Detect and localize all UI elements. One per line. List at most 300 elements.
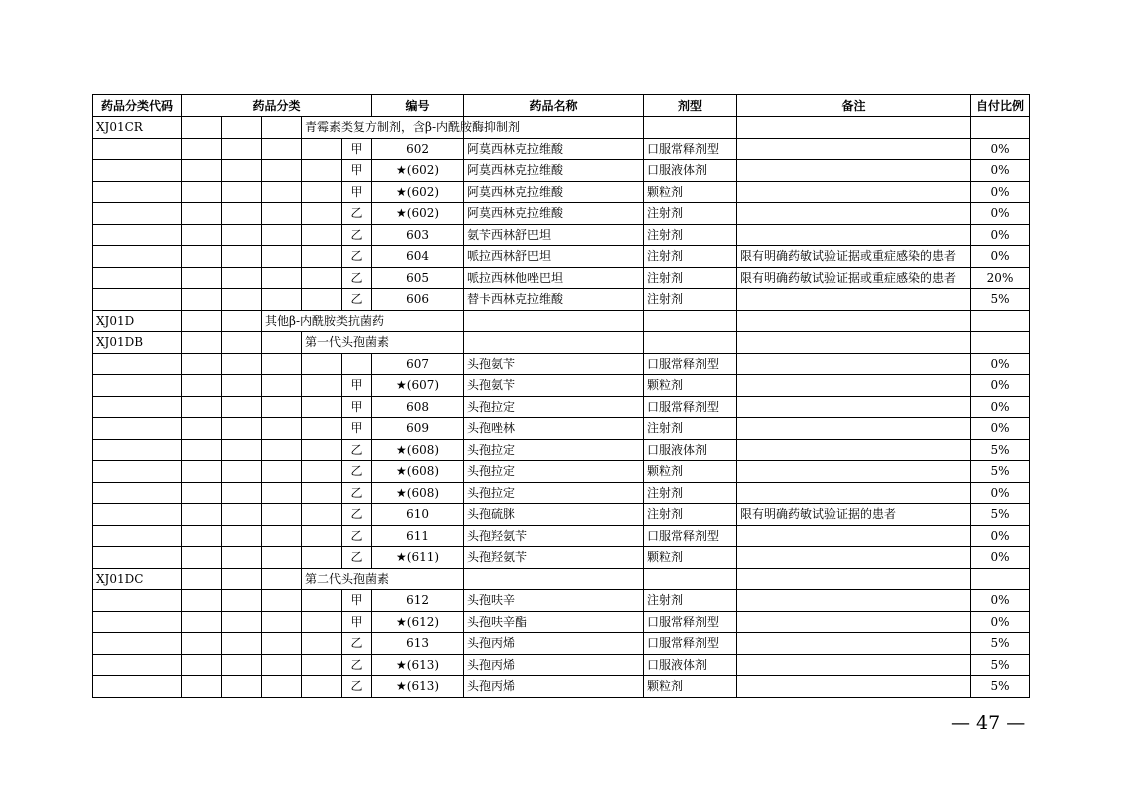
category-row bbox=[93, 568, 1030, 590]
category-cell bbox=[182, 482, 222, 504]
category-cell bbox=[262, 160, 302, 182]
form-cell: 注射剂 bbox=[644, 203, 737, 225]
row-code bbox=[93, 289, 182, 311]
category-cell bbox=[222, 654, 262, 676]
grade-cell: 甲 bbox=[342, 160, 372, 182]
category-cell bbox=[262, 504, 302, 526]
category-cell bbox=[302, 439, 342, 461]
category-cell bbox=[182, 633, 222, 655]
note-cell bbox=[737, 676, 971, 698]
category-label: 其他β-内酰胺类抗菌药 bbox=[262, 310, 464, 332]
row-code bbox=[93, 181, 182, 203]
category-cell bbox=[302, 525, 342, 547]
ratio-cell: 0% bbox=[971, 160, 1030, 182]
number-cell: 602 bbox=[372, 138, 464, 160]
form-cell: 注射剂 bbox=[644, 267, 737, 289]
number-cell: 610 bbox=[372, 504, 464, 526]
category-cell bbox=[262, 611, 302, 633]
category-cell bbox=[262, 439, 302, 461]
category-row bbox=[93, 332, 1030, 354]
category-cell bbox=[262, 353, 302, 375]
category-cell bbox=[182, 160, 222, 182]
category-cell bbox=[182, 568, 222, 590]
category-cell bbox=[262, 375, 302, 397]
row-code bbox=[93, 396, 182, 418]
category-cell bbox=[182, 504, 222, 526]
category-cell bbox=[222, 633, 262, 655]
grade-cell: 乙 bbox=[342, 504, 372, 526]
row-code bbox=[93, 633, 182, 655]
form-cell: 注射剂 bbox=[644, 289, 737, 311]
row-code bbox=[93, 375, 182, 397]
row-code bbox=[93, 246, 182, 268]
form-cell: 口服液体剂 bbox=[644, 654, 737, 676]
grade-cell: 乙 bbox=[342, 654, 372, 676]
table-row bbox=[93, 138, 1030, 160]
form-cell: 口服常释剂型 bbox=[644, 138, 737, 160]
note-cell bbox=[737, 439, 971, 461]
ratio-cell: 5% bbox=[971, 289, 1030, 311]
grade-cell: 乙 bbox=[342, 633, 372, 655]
number-cell: ★(608) bbox=[372, 482, 464, 504]
category-cell bbox=[302, 396, 342, 418]
category-cell bbox=[222, 418, 262, 440]
category-cell bbox=[262, 633, 302, 655]
grade-cell: 乙 bbox=[342, 547, 372, 569]
row-code bbox=[93, 418, 182, 440]
grade-cell: 乙 bbox=[342, 676, 372, 698]
ratio-cell: 5% bbox=[971, 461, 1030, 483]
name-cell: 哌拉西林他唑巴坦 bbox=[464, 267, 644, 289]
form-cell bbox=[737, 117, 971, 139]
table-row bbox=[93, 267, 1030, 289]
page-number: — 47 — bbox=[951, 712, 1026, 734]
row-code: XJ01DC bbox=[93, 568, 182, 590]
category-cell bbox=[302, 353, 342, 375]
note-cell bbox=[737, 181, 971, 203]
ratio-cell: 5% bbox=[971, 439, 1030, 461]
number-cell: ★(607) bbox=[372, 375, 464, 397]
category-cell bbox=[222, 504, 262, 526]
category-row bbox=[93, 310, 1030, 332]
row-code bbox=[93, 525, 182, 547]
ratio-cell: 20% bbox=[971, 267, 1030, 289]
header-row bbox=[93, 95, 1030, 117]
note-cell bbox=[737, 224, 971, 246]
category-cell bbox=[182, 353, 222, 375]
name-cell: 头孢硫脒 bbox=[464, 504, 644, 526]
name-cell: 头孢呋辛酯 bbox=[464, 611, 644, 633]
note-cell bbox=[971, 117, 1030, 139]
note-cell: 限有明确药敏试验证据的患者 bbox=[737, 504, 971, 526]
category-cell bbox=[302, 246, 342, 268]
form-cell: 口服液体剂 bbox=[644, 160, 737, 182]
number-cell: 603 bbox=[372, 224, 464, 246]
category-cell bbox=[222, 482, 262, 504]
number-cell: ★(602) bbox=[372, 160, 464, 182]
note-cell bbox=[737, 418, 971, 440]
category-cell bbox=[182, 246, 222, 268]
table-row bbox=[93, 203, 1030, 225]
grade-cell: 乙 bbox=[342, 439, 372, 461]
category-cell bbox=[262, 525, 302, 547]
form-cell: 颗粒剂 bbox=[644, 181, 737, 203]
category-cell bbox=[182, 267, 222, 289]
number-cell: ★(611) bbox=[372, 547, 464, 569]
category-cell bbox=[262, 332, 302, 354]
number-cell: 604 bbox=[372, 246, 464, 268]
category-cell bbox=[182, 676, 222, 698]
form-cell: 口服常释剂型 bbox=[644, 633, 737, 655]
row-code bbox=[93, 461, 182, 483]
name-cell bbox=[644, 117, 737, 139]
category-cell bbox=[262, 396, 302, 418]
name-cell: 阿莫西林克拉维酸 bbox=[464, 203, 644, 225]
number-cell bbox=[464, 568, 644, 590]
row-code bbox=[93, 504, 182, 526]
category-cell bbox=[302, 633, 342, 655]
category-cell bbox=[222, 224, 262, 246]
grade-cell: 甲 bbox=[342, 138, 372, 160]
form-cell: 注射剂 bbox=[644, 482, 737, 504]
grade-cell: 甲 bbox=[342, 418, 372, 440]
number-cell: 606 bbox=[372, 289, 464, 311]
header-form: 剂型 bbox=[644, 95, 737, 117]
name-cell: 头孢拉定 bbox=[464, 461, 644, 483]
table-row bbox=[93, 246, 1030, 268]
category-cell bbox=[222, 375, 262, 397]
row-code bbox=[93, 267, 182, 289]
table-row bbox=[93, 547, 1030, 569]
header-category: 药品分类 bbox=[182, 95, 372, 117]
note-cell bbox=[737, 611, 971, 633]
category-cell bbox=[222, 396, 262, 418]
category-cell bbox=[222, 568, 262, 590]
ratio-cell: 5% bbox=[971, 654, 1030, 676]
category-cell bbox=[182, 525, 222, 547]
category-cell bbox=[182, 310, 222, 332]
note-cell bbox=[737, 590, 971, 612]
row-code bbox=[93, 160, 182, 182]
name-cell: 头孢拉定 bbox=[464, 439, 644, 461]
ratio-cell: 0% bbox=[971, 547, 1030, 569]
table-row bbox=[93, 590, 1030, 612]
category-cell bbox=[222, 246, 262, 268]
grade-cell: 甲 bbox=[342, 590, 372, 612]
ratio-cell: 0% bbox=[971, 224, 1030, 246]
note-cell bbox=[971, 568, 1030, 590]
category-cell bbox=[302, 418, 342, 440]
name-cell: 头孢氨苄 bbox=[464, 375, 644, 397]
number-cell: 609 bbox=[372, 418, 464, 440]
category-cell bbox=[182, 590, 222, 612]
grade-cell: 乙 bbox=[342, 289, 372, 311]
category-cell bbox=[222, 117, 262, 139]
table-row bbox=[93, 611, 1030, 633]
number-cell: 611 bbox=[372, 525, 464, 547]
category-cell bbox=[302, 482, 342, 504]
header-code: 药品分类代码 bbox=[93, 95, 182, 117]
number-cell bbox=[464, 332, 644, 354]
note-cell bbox=[737, 633, 971, 655]
category-cell bbox=[222, 590, 262, 612]
note-cell bbox=[737, 461, 971, 483]
category-cell bbox=[222, 267, 262, 289]
category-cell bbox=[262, 676, 302, 698]
category-cell bbox=[302, 654, 342, 676]
table-row bbox=[93, 525, 1030, 547]
category-cell bbox=[262, 418, 302, 440]
note-cell bbox=[737, 375, 971, 397]
note-cell bbox=[737, 138, 971, 160]
note-cell bbox=[737, 654, 971, 676]
category-cell bbox=[222, 525, 262, 547]
category-cell bbox=[222, 289, 262, 311]
row-code bbox=[93, 676, 182, 698]
ratio-cell: 0% bbox=[971, 138, 1030, 160]
row-code bbox=[93, 439, 182, 461]
category-cell bbox=[262, 654, 302, 676]
form-cell: 口服常释剂型 bbox=[644, 353, 737, 375]
table-row bbox=[93, 396, 1030, 418]
category-row bbox=[93, 117, 1030, 139]
category-cell bbox=[262, 482, 302, 504]
category-cell bbox=[222, 160, 262, 182]
row-code bbox=[93, 203, 182, 225]
row-code: XJ01D bbox=[93, 310, 182, 332]
category-cell bbox=[182, 117, 222, 139]
ratio-cell: 0% bbox=[971, 246, 1030, 268]
header-number: 编号 bbox=[372, 95, 464, 117]
grade-cell: 乙 bbox=[342, 461, 372, 483]
header-ratio: 自付比例 bbox=[971, 95, 1030, 117]
category-cell bbox=[302, 181, 342, 203]
category-cell bbox=[222, 676, 262, 698]
form-cell: 口服常释剂型 bbox=[644, 396, 737, 418]
name-cell: 头孢丙烯 bbox=[464, 654, 644, 676]
grade-cell: 甲 bbox=[342, 396, 372, 418]
ratio-cell: 0% bbox=[971, 375, 1030, 397]
name-cell bbox=[644, 310, 737, 332]
name-cell: 替卡西林克拉维酸 bbox=[464, 289, 644, 311]
form-cell: 颗粒剂 bbox=[644, 461, 737, 483]
name-cell: 头孢羟氨苄 bbox=[464, 547, 644, 569]
category-cell bbox=[182, 289, 222, 311]
row-code bbox=[93, 482, 182, 504]
grade-cell: 甲 bbox=[342, 611, 372, 633]
table-row bbox=[93, 160, 1030, 182]
table-row bbox=[93, 181, 1030, 203]
category-cell bbox=[302, 461, 342, 483]
grade-cell: 甲 bbox=[342, 181, 372, 203]
category-cell bbox=[182, 203, 222, 225]
form-cell: 注射剂 bbox=[644, 246, 737, 268]
category-cell bbox=[182, 418, 222, 440]
name-cell: 头孢唑林 bbox=[464, 418, 644, 440]
note-cell bbox=[971, 310, 1030, 332]
category-cell bbox=[302, 138, 342, 160]
number-cell: ★(612) bbox=[372, 611, 464, 633]
category-cell bbox=[262, 181, 302, 203]
category-cell bbox=[262, 224, 302, 246]
number-cell: 608 bbox=[372, 396, 464, 418]
category-cell bbox=[222, 353, 262, 375]
table-row bbox=[93, 418, 1030, 440]
name-cell: 阿莫西林克拉维酸 bbox=[464, 181, 644, 203]
category-cell bbox=[222, 461, 262, 483]
name-cell: 头孢呋辛 bbox=[464, 590, 644, 612]
form-cell bbox=[737, 568, 971, 590]
category-cell bbox=[302, 224, 342, 246]
form-cell: 口服常释剂型 bbox=[644, 611, 737, 633]
category-cell bbox=[262, 117, 302, 139]
grade-cell: 乙 bbox=[342, 267, 372, 289]
form-cell: 注射剂 bbox=[644, 224, 737, 246]
number-cell: ★(608) bbox=[372, 461, 464, 483]
grade-cell: 乙 bbox=[342, 482, 372, 504]
header-name: 药品名称 bbox=[464, 95, 644, 117]
category-cell bbox=[262, 267, 302, 289]
table-row bbox=[93, 375, 1030, 397]
name-cell: 头孢丙烯 bbox=[464, 676, 644, 698]
note-cell bbox=[737, 396, 971, 418]
name-cell: 头孢氨苄 bbox=[464, 353, 644, 375]
note-cell: 限有明确药敏试验证据或重症感染的患者 bbox=[737, 246, 971, 268]
table-row bbox=[93, 353, 1030, 375]
row-code bbox=[93, 547, 182, 569]
table-row bbox=[93, 676, 1030, 698]
category-cell bbox=[182, 439, 222, 461]
category-cell bbox=[222, 181, 262, 203]
form-cell: 注射剂 bbox=[644, 504, 737, 526]
category-cell bbox=[222, 310, 262, 332]
ratio-cell: 5% bbox=[971, 504, 1030, 526]
name-cell bbox=[644, 332, 737, 354]
name-cell: 头孢拉定 bbox=[464, 396, 644, 418]
note-cell bbox=[737, 289, 971, 311]
form-cell: 颗粒剂 bbox=[644, 547, 737, 569]
category-cell bbox=[222, 332, 262, 354]
form-cell: 口服液体剂 bbox=[644, 439, 737, 461]
grade-cell bbox=[342, 353, 372, 375]
category-cell bbox=[222, 547, 262, 569]
number-cell: ★(602) bbox=[372, 203, 464, 225]
category-cell bbox=[222, 611, 262, 633]
category-cell bbox=[302, 203, 342, 225]
number-cell: 612 bbox=[372, 590, 464, 612]
note-cell: 限有明确药敏试验证据或重症感染的患者 bbox=[737, 267, 971, 289]
category-cell bbox=[262, 203, 302, 225]
table-row bbox=[93, 504, 1030, 526]
name-cell bbox=[644, 568, 737, 590]
ratio-cell: 0% bbox=[971, 203, 1030, 225]
row-code: XJ01CR bbox=[93, 117, 182, 139]
note-cell bbox=[971, 332, 1030, 354]
number-cell: ★(613) bbox=[372, 676, 464, 698]
number-cell: ★(602) bbox=[372, 181, 464, 203]
category-cell bbox=[262, 246, 302, 268]
row-code bbox=[93, 224, 182, 246]
category-cell bbox=[222, 439, 262, 461]
name-cell: 头孢丙烯 bbox=[464, 633, 644, 655]
category-label: 第一代头孢菌素 bbox=[302, 332, 464, 354]
ratio-cell: 0% bbox=[971, 353, 1030, 375]
form-cell: 颗粒剂 bbox=[644, 375, 737, 397]
note-cell bbox=[737, 547, 971, 569]
number-cell: ★(608) bbox=[372, 439, 464, 461]
grade-cell: 乙 bbox=[342, 224, 372, 246]
category-cell bbox=[182, 396, 222, 418]
row-code bbox=[93, 611, 182, 633]
grade-cell: 乙 bbox=[342, 525, 372, 547]
grade-cell: 甲 bbox=[342, 375, 372, 397]
category-cell bbox=[182, 654, 222, 676]
note-cell bbox=[737, 482, 971, 504]
category-cell bbox=[262, 289, 302, 311]
table-row bbox=[93, 439, 1030, 461]
name-cell: 阿莫西林克拉维酸 bbox=[464, 160, 644, 182]
note-cell bbox=[737, 353, 971, 375]
form-cell: 注射剂 bbox=[644, 590, 737, 612]
category-cell bbox=[262, 547, 302, 569]
category-cell bbox=[302, 590, 342, 612]
number-cell: 607 bbox=[372, 353, 464, 375]
category-cell bbox=[302, 375, 342, 397]
category-cell bbox=[182, 547, 222, 569]
form-cell bbox=[737, 332, 971, 354]
number-cell: ★(613) bbox=[372, 654, 464, 676]
category-cell bbox=[302, 676, 342, 698]
category-cell bbox=[262, 590, 302, 612]
category-cell bbox=[182, 611, 222, 633]
number-cell bbox=[464, 310, 644, 332]
category-cell bbox=[182, 181, 222, 203]
ratio-cell: 0% bbox=[971, 590, 1030, 612]
drug-catalog-table bbox=[92, 94, 1030, 698]
note-cell bbox=[737, 160, 971, 182]
row-code bbox=[93, 138, 182, 160]
row-code bbox=[93, 590, 182, 612]
ratio-cell: 0% bbox=[971, 396, 1030, 418]
grade-cell: 乙 bbox=[342, 203, 372, 225]
category-cell bbox=[302, 547, 342, 569]
category-label: 第二代头孢菌素 bbox=[302, 568, 464, 590]
category-cell bbox=[222, 138, 262, 160]
category-cell bbox=[302, 160, 342, 182]
ratio-cell: 0% bbox=[971, 611, 1030, 633]
grade-cell: 乙 bbox=[342, 246, 372, 268]
table-row bbox=[93, 289, 1030, 311]
ratio-cell: 0% bbox=[971, 482, 1030, 504]
name-cell: 头孢拉定 bbox=[464, 482, 644, 504]
ratio-cell: 0% bbox=[971, 181, 1030, 203]
header-note: 备注 bbox=[737, 95, 971, 117]
row-code: XJ01DB bbox=[93, 332, 182, 354]
number-cell: 613 bbox=[372, 633, 464, 655]
category-cell bbox=[302, 267, 342, 289]
category-cell bbox=[182, 224, 222, 246]
category-cell bbox=[262, 138, 302, 160]
note-cell bbox=[737, 525, 971, 547]
category-cell bbox=[222, 203, 262, 225]
form-cell: 口服常释剂型 bbox=[644, 525, 737, 547]
table-row bbox=[93, 461, 1030, 483]
category-cell bbox=[182, 332, 222, 354]
category-cell bbox=[302, 289, 342, 311]
category-cell bbox=[262, 568, 302, 590]
name-cell: 阿莫西林克拉维酸 bbox=[464, 138, 644, 160]
row-code bbox=[93, 353, 182, 375]
